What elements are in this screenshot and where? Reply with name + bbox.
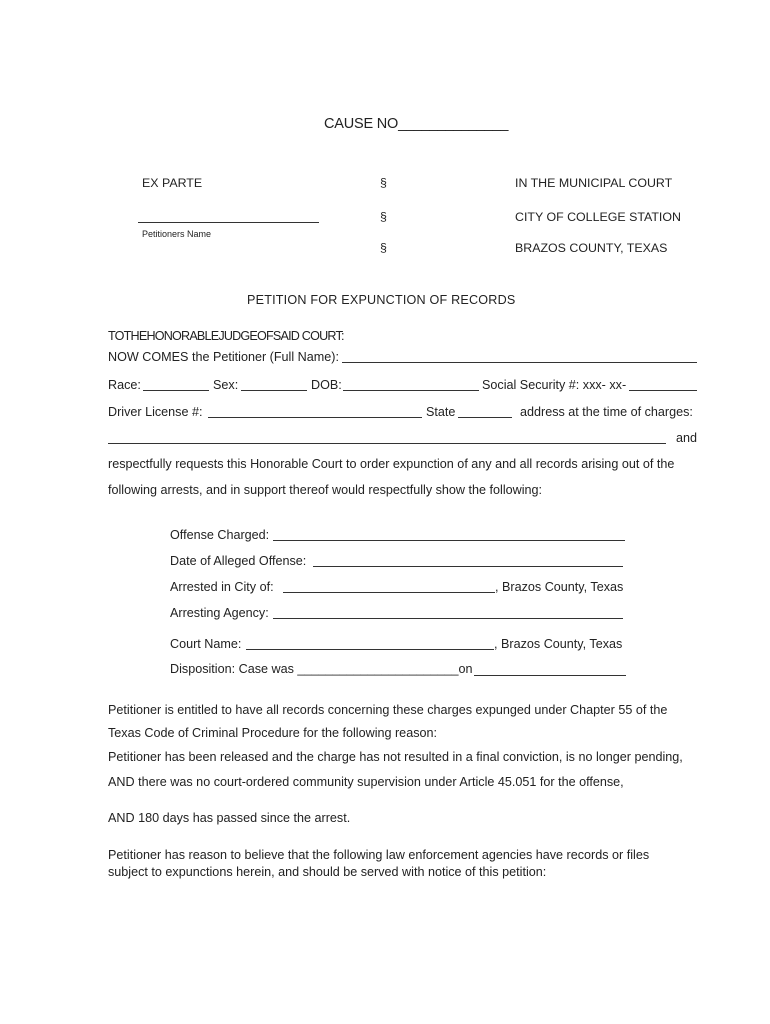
dob-field[interactable] (343, 390, 479, 391)
sex-label: Sex: (213, 378, 239, 392)
dob-label: DOB: (311, 378, 342, 392)
days-passed-text: AND 180 days has passed since the arrest. (108, 811, 351, 825)
arrested-city-field[interactable] (283, 592, 495, 593)
address-field[interactable] (108, 443, 666, 444)
race-label: Race: (108, 378, 141, 392)
court-county-label: , Brazos County, Texas (494, 637, 623, 651)
released-text-2: AND there was no court-ordered community supervision under Article 45.051 for the offense, (108, 775, 624, 789)
entitled-text-1: Petitioner is entitled to have all records concerning these charges expunged under Chapter 55 of the (108, 703, 668, 717)
released-text-1: Petitioner has been released and the charge has not resulted in a final conviction, is no longer pending, (108, 750, 683, 764)
offense-charged-field[interactable] (273, 540, 625, 541)
court-line-1: IN THE MUNICIPAL COURT (515, 176, 673, 190)
ssn-label: Social Security #: xxx- xx- (482, 378, 627, 392)
salutation: TOTHEHONORABLEJUDGEOFSAID COURT: (108, 329, 344, 343)
driver-license-field[interactable] (208, 417, 422, 418)
now-comes-label: NOW COMES the Petitioner (Full Name): (108, 350, 339, 364)
ex-parte-label: EX PARTE (142, 176, 203, 190)
arrested-county-label: , Brazos County, Texas (495, 580, 624, 594)
agencies-text-2: subject to expunctions herein, and should be served with notice of this petition: (108, 865, 547, 879)
court-line-2: CITY OF COLLEGE STATION (515, 210, 681, 224)
driver-license-label: Driver License #: (108, 405, 203, 419)
arresting-agency-label: Arresting Agency: (170, 606, 269, 620)
sex-field[interactable] (241, 390, 307, 391)
offense-charged-label: Offense Charged: (170, 528, 270, 542)
section-mark: § (380, 241, 387, 255)
cause-number: CAUSE NO______________ (324, 116, 509, 132)
state-label: State (426, 405, 456, 419)
petitioner-name-field[interactable] (138, 222, 319, 223)
state-field[interactable] (458, 417, 512, 418)
arrested-city-label: Arrested in City of: (170, 580, 274, 594)
court-line-3: BRAZOS COUNTY, TEXAS (515, 241, 668, 255)
disposition-label: Disposition: Case was _______________________on (170, 662, 473, 676)
ssn-field[interactable] (629, 390, 697, 391)
date-alleged-label: Date of Alleged Offense: (170, 554, 307, 568)
court-name-label: Court Name: (170, 637, 242, 651)
section-mark: § (380, 176, 387, 190)
requests-text: respectfully requests this Honorable Court to order expunction of any and all records arising out of the (108, 457, 675, 471)
agencies-text-1: Petitioner has reason to believe that the following law enforcement agencies have records or files (108, 848, 650, 862)
entitled-text-2: Texas Code of Criminal Procedure for the following reason: (108, 726, 437, 740)
petitioner-name-label: Petitioners Name (142, 229, 212, 239)
full-name-field[interactable] (342, 362, 697, 363)
date-alleged-field[interactable] (313, 566, 623, 567)
section-mark: § (380, 210, 387, 224)
disposition-date-field[interactable] (474, 675, 626, 676)
following-text: following arrests, and in support thereof would respectfully show the following: (108, 483, 543, 497)
race-field[interactable] (143, 390, 209, 391)
court-name-field[interactable] (246, 649, 494, 650)
and-label: and (676, 431, 698, 445)
document-title: PETITION FOR EXPUNCTION OF RECORDS (247, 293, 516, 307)
address-label: address at the time of charges: (520, 405, 693, 419)
arresting-agency-field[interactable] (273, 618, 623, 619)
